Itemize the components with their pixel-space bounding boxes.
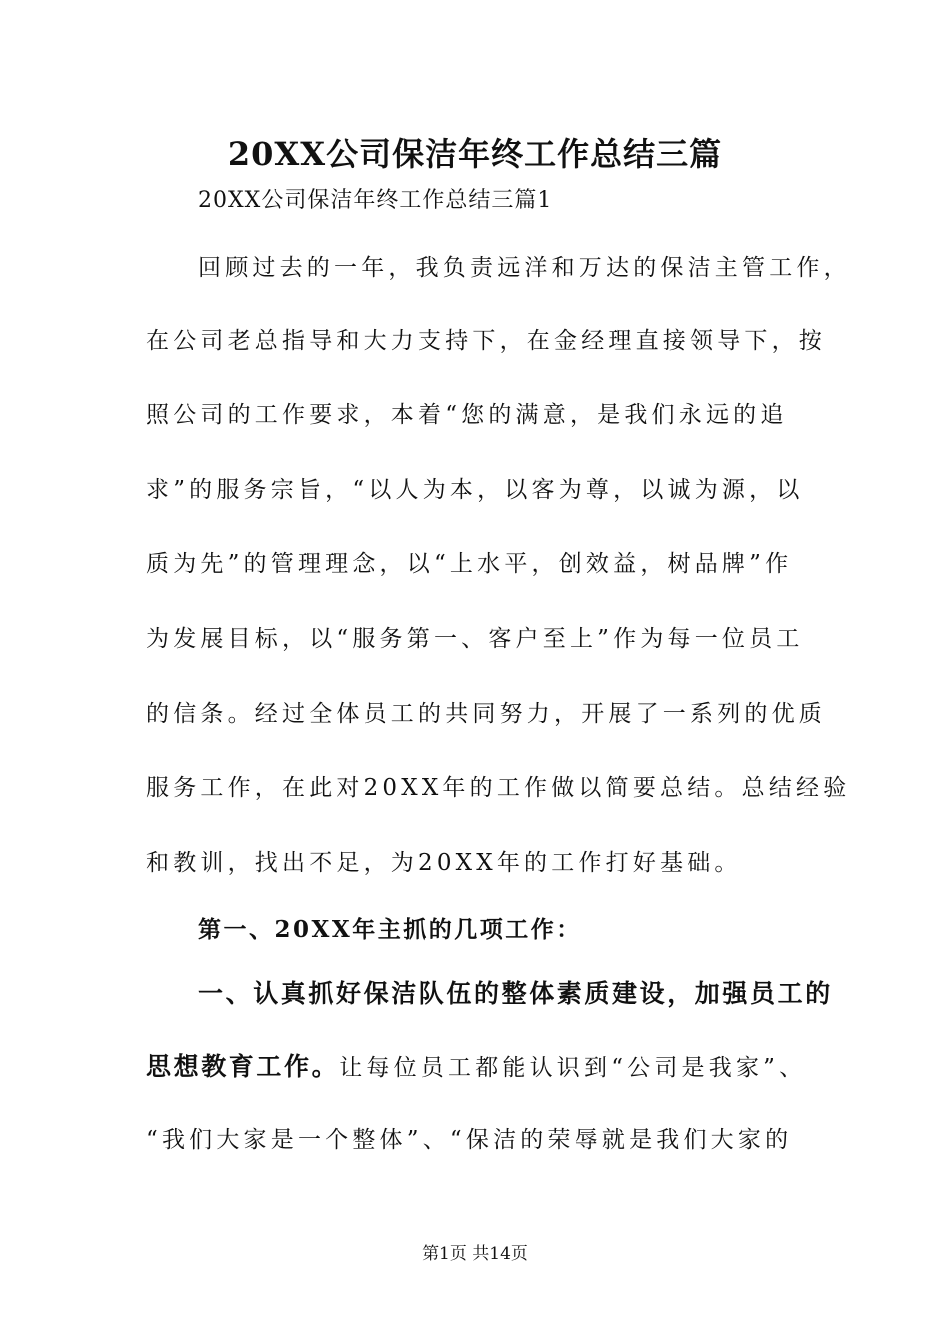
paragraph-line: 服务工作，在此对20XX年的工作做以简要总结。总结经验 (146, 775, 851, 801)
paragraph-line: 求”的服务宗旨，“以人为本，以客为尊，以诚为源，以 (146, 477, 804, 503)
paragraph-line (146, 1049, 806, 1086)
document-title: 20XX公司保洁年终工作总结三篇 (227, 135, 723, 173)
paragraph-text: 让每位员工都能认识到“公司是我家”、 (339, 1055, 807, 1081)
paragraph-line: “我们大家是一个整体”、“保洁的荣辱就是我们大家的 (146, 1127, 793, 1153)
item-heading: 一、认真抓好保洁队伍的整体素质建设，加强员工的 (198, 979, 833, 1008)
paragraph-line: 质为先”的管理理念，以“上水平，创效益，树品牌”作 (146, 551, 793, 577)
item-heading-continuation: 思想教育工作。 (146, 1052, 340, 1081)
section-heading: 第一、20XX年主抓的几项工作： (198, 916, 582, 943)
paragraph-line: 为发展目标，以“服务第一、客户至上”作为每一位员工 (146, 626, 804, 652)
paragraph-line: 照公司的工作要求，本着“您的满意，是我们永远的追 (146, 402, 788, 428)
paragraph-line: 和教训，找出不足，为20XX年的工作打好基础。 (146, 850, 742, 876)
page-number: 第1页 共14页 (422, 1244, 528, 1264)
document-subtitle: 20XX公司保洁年终工作总结三篇1 (198, 188, 553, 213)
paragraph-line: 回顾过去的一年，我负责远洋和万达的保洁主管工作， (198, 255, 851, 281)
paragraph-line: 的信条。经过全体员工的共同努力，开展了一系列的优质 (146, 701, 826, 727)
paragraph-line: 在公司老总指导和大力支持下，在金经理直接领导下，按 (146, 328, 826, 354)
